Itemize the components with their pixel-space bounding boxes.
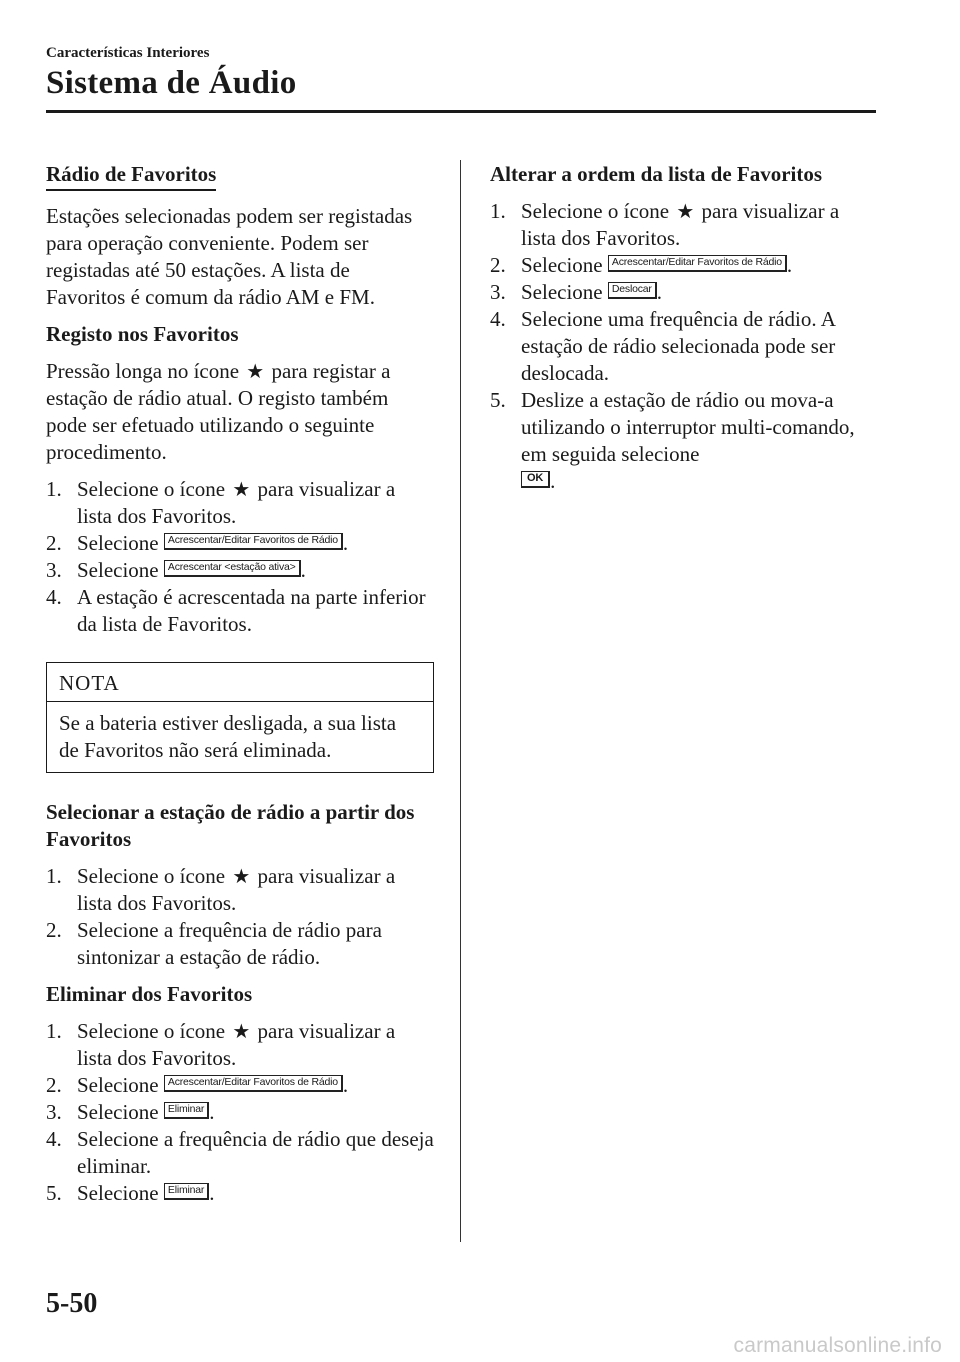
list-item: 3. Selecione Eliminar . — [46, 1100, 215, 1124]
list-item: 1. Selecione o ícone ★ para visualizar a lista dos Favoritos. — [46, 477, 396, 528]
list-item: 5. Selecione Eliminar . — [46, 1181, 215, 1205]
page-title: Sistema de Áudio — [46, 65, 297, 101]
select-steps — [46, 863, 434, 971]
star-icon: ★ — [232, 864, 251, 888]
list-item: 2. Selecione Acrescentar/Editar Favoritos de Rádio . — [46, 1073, 349, 1097]
star-icon: ★ — [246, 359, 265, 383]
register-steps — [46, 476, 434, 638]
favorites-intro: Estações selecionadas podem ser registadas para operação conveniente. Podem ser registadas até 50 estações. A lista de Favoritos é comum da rádio AM e FM. — [46, 204, 413, 309]
list-item: 1. Selecione o ícone ★ para visualizar a lista dos Favoritos. — [490, 199, 840, 250]
list-item: 3. Selecione Deslocar . — [490, 280, 662, 304]
add-edit-favorites-button: Acrescentar/Editar Favoritos de Rádio — [608, 255, 787, 272]
page-header — [46, 44, 876, 102]
ok-button: OK — [521, 471, 550, 488]
list-item: 1. Selecione o ícone ★ para visualizar a lista dos Favoritos. — [46, 864, 396, 915]
list-item: 3. Selecione Acrescentar <estação ativa> . — [46, 558, 306, 582]
note-body: Se a bateria estiver desligada, a sua lista de Favoritos não será eliminada. — [59, 711, 397, 762]
column-divider — [460, 160, 461, 1242]
right-column — [490, 160, 876, 505]
section-heading-reorder: Alterar a ordem da lista de Favoritos — [490, 162, 823, 186]
star-icon: ★ — [232, 1019, 251, 1043]
subheading-register: Registo nos Favoritos — [46, 322, 239, 346]
add-active-station-button: Acrescentar <estação ativa> — [164, 560, 301, 577]
left-column — [46, 160, 434, 1217]
list-item: 2. Selecione Acrescentar/Editar Favoritos de Rádio . — [490, 253, 793, 277]
delete-button: Eliminar — [164, 1102, 209, 1119]
note-box — [46, 662, 434, 773]
star-icon: ★ — [232, 477, 251, 501]
add-edit-favorites-button: Acrescentar/Editar Favoritos de Rádio — [164, 533, 343, 550]
watermark: carmanualsonline.info — [733, 1334, 942, 1357]
header-rule — [46, 110, 876, 113]
add-edit-favorites-button: Acrescentar/Editar Favoritos de Rádio — [164, 1075, 343, 1092]
register-intro: Pressão longa no ícone ★ para registar a estação de rádio atual. O registo também pode ser efetuado utilizando o seguinte procedimento. — [46, 359, 391, 464]
page-number: 5-50 — [46, 1288, 98, 1319]
list-item: 2. Selecione Acrescentar/Editar Favoritos de Rádio . — [46, 531, 349, 555]
move-button: Deslocar — [608, 282, 657, 299]
list-item: 4. Selecione uma frequência de rádio. A estação de rádio selecionada pode ser deslocada. — [490, 307, 836, 385]
list-item: 2. Selecione a frequência de rádio para sintonizar a estação de rádio. — [46, 918, 382, 969]
note-title: NOTA — [47, 663, 433, 702]
subheading-delete: Eliminar dos Favoritos — [46, 982, 253, 1006]
delete-button: Eliminar — [164, 1183, 209, 1200]
section-label: Características Interiores — [46, 45, 210, 61]
list-item: 1. Selecione o ícone ★ para visualizar a lista dos Favoritos. — [46, 1019, 396, 1070]
section-heading-favorites: Rádio de Favoritos — [46, 160, 216, 191]
star-icon: ★ — [676, 199, 695, 223]
subheading-select: Selecionar a estação de rádio a partir dos Favoritos — [46, 800, 415, 851]
reorder-steps — [490, 198, 876, 495]
list-item: 5. Deslize a estação de rádio ou mova-a utilizando o interruptor multi-comando, em seguida selecione OK . — [490, 388, 855, 493]
delete-steps — [46, 1018, 434, 1207]
list-item: 4. A estação é acrescentada na parte inferior da lista de Favoritos. — [46, 585, 426, 636]
list-item: 4. Selecione a frequência de rádio que deseja eliminar. — [46, 1127, 434, 1178]
